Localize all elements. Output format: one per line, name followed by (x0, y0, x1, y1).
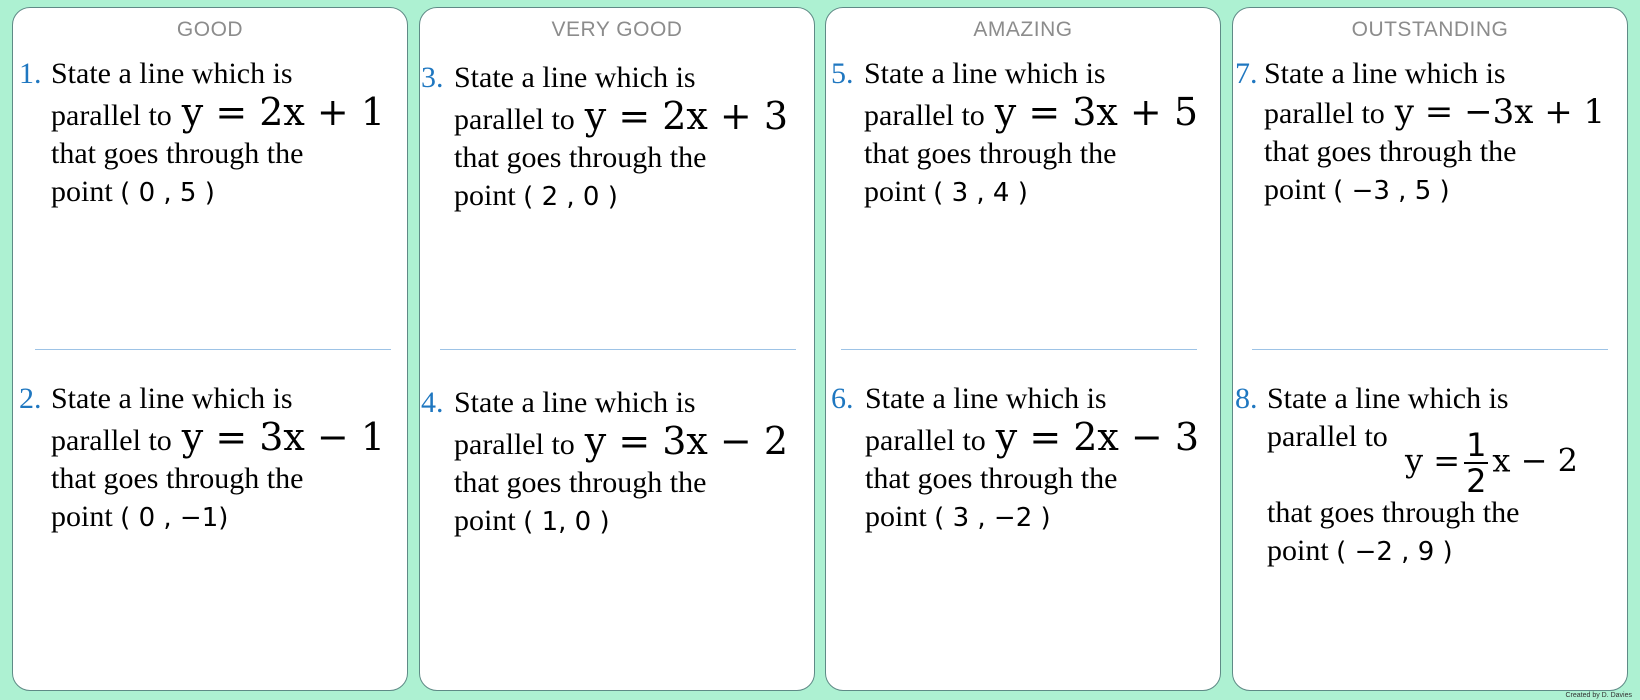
card-amazing (825, 7, 1221, 691)
question-text: that goes through the (1267, 496, 1520, 529)
point: ( 0 , 5 ) (120, 178, 215, 208)
question-number: 5. (831, 57, 854, 90)
card-title: GOOD (176, 18, 244, 41)
question-text: point (1267, 534, 1329, 567)
fraction (1464, 428, 1488, 498)
question-number: 1. (19, 57, 42, 90)
card-title: VERY GOOD (551, 18, 683, 41)
question-text: parallel to (454, 103, 575, 136)
divider (1252, 349, 1608, 350)
divider (440, 349, 796, 350)
equation: y = 3x + 5 (994, 90, 1199, 134)
question-4 (421, 384, 788, 541)
question-text: that goes through the (454, 466, 707, 499)
question-number: 2. (19, 382, 42, 415)
equation: y = 2x − 3 (995, 415, 1200, 459)
question-number: 6. (831, 382, 854, 415)
question-text: State a line which is (865, 382, 1107, 415)
question-text: State a line which is (1267, 382, 1509, 415)
question-text: that goes through the (51, 462, 304, 495)
question-text: point (51, 175, 113, 208)
question-6 (831, 380, 1199, 537)
question-1 (19, 55, 385, 212)
equation: y = 2x + 1 (181, 90, 386, 134)
question-text: that goes through the (454, 141, 707, 174)
question-text: point (454, 179, 516, 212)
question-text: parallel to (454, 428, 575, 461)
point: ( 1, 0 ) (523, 507, 610, 537)
point: ( −3 , 5 ) (1333, 176, 1450, 206)
equation: y = 2x + 3 (584, 94, 789, 138)
question-text: point (454, 504, 516, 537)
question-7 (1235, 55, 1605, 210)
question-text: State a line which is (51, 57, 293, 90)
question-text: State a line which is (454, 61, 696, 94)
question-text: point (864, 175, 926, 208)
card-very-good (419, 7, 815, 691)
point: ( −2 , 9 ) (1336, 537, 1453, 567)
question-text: that goes through the (51, 137, 304, 170)
question-text: parallel to (864, 99, 985, 132)
credit-text: Created by D. Davies (1565, 692, 1632, 699)
question-text: parallel to (51, 424, 172, 457)
fraction-denominator: 2 (1466, 462, 1487, 500)
question-text: that goes through the (864, 137, 1117, 170)
equation: y = 3x − 1 (181, 415, 386, 459)
equation: y = 3x − 2 (584, 419, 789, 463)
question-number: 4. (421, 386, 444, 419)
question-3 (421, 59, 788, 216)
card-title: AMAZING (973, 18, 1073, 41)
question-5 (831, 55, 1198, 212)
point: ( 3 , 4 ) (933, 178, 1028, 208)
point: ( 2 , 0 ) (523, 182, 618, 212)
card-title: OUTSTANDING (1351, 18, 1509, 41)
point: ( 0 , −1) (120, 503, 229, 533)
equation: y = −3x + 1 (1394, 92, 1606, 132)
card-outstanding (1232, 7, 1628, 691)
divider (841, 349, 1197, 350)
question-text: State a line which is (1264, 57, 1506, 90)
question-number: 3. (421, 61, 444, 94)
question-text: parallel to (1267, 420, 1388, 453)
question-text: that goes through the (1264, 135, 1517, 168)
question-text: parallel to (51, 99, 172, 132)
equation (1405, 428, 1578, 498)
question-text: parallel to (865, 424, 986, 457)
question-8 (1235, 380, 1578, 571)
question-text: State a line which is (51, 382, 293, 415)
question-text: point (51, 500, 113, 533)
question-text: that goes through the (865, 462, 1118, 495)
question-number: 8. (1235, 382, 1258, 415)
equation-lhs: y = (1405, 441, 1461, 480)
question-text: parallel to (1264, 97, 1385, 130)
fraction-numerator: 1 (1466, 426, 1487, 464)
divider (35, 349, 391, 350)
card-good (12, 7, 408, 691)
question-number: 7. (1235, 57, 1258, 90)
question-text: State a line which is (864, 57, 1106, 90)
question-text: State a line which is (454, 386, 696, 419)
point: ( 3 , −2 ) (934, 503, 1051, 533)
question-text: point (865, 500, 927, 533)
question-text: point (1264, 173, 1326, 206)
question-2 (19, 380, 385, 537)
equation-rhs: x − 2 (1492, 441, 1578, 480)
